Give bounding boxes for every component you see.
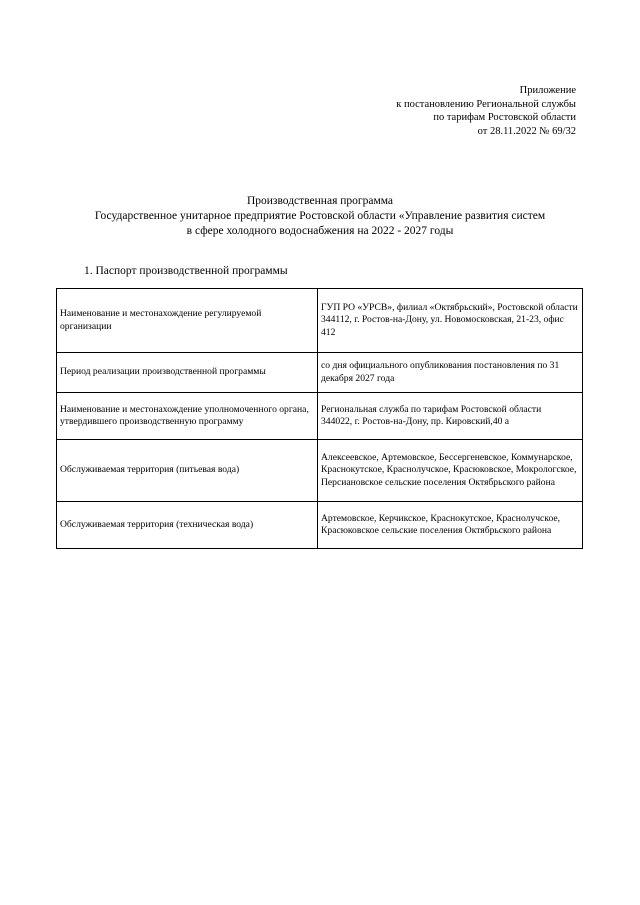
value-line: 344112, г. Ростов-на-Дону, ул. Новомосковская, 21-23, офис 412 [321,314,564,338]
row-value [318,289,583,353]
appendix-line: по тарифам Ростовской области [433,112,576,123]
title-line: в сфере холодного водоснабжения на 2022 - 2027 годы [186,225,454,237]
table-row [57,440,583,502]
title-line: Государственное унитарное предприятие Ростовской области «Управление развития систем [94,210,546,222]
passport-table [56,288,583,549]
row-label: Наименование и местонахождение регулируемой организации [57,289,318,353]
table-row [57,393,583,440]
document-title [0,194,640,239]
row-label: Обслуживаемая территория (питьевая вода) [57,440,318,502]
title-line: Производственная программа [246,195,394,207]
table-row [57,502,583,549]
row-label: Наименование и местонахождение уполномоченного органа, утвердившего производственную программу [57,393,318,440]
value-line: 344022, г. Ростов-на-Дону, пр. Кировский,40 а [321,416,510,427]
row-label: Обслуживаемая территория (техническая вода) [57,502,318,549]
appendix-line: к постановлению Региональной службы [396,98,576,110]
row-value [318,502,583,549]
appendix-line: Приложение [519,85,576,96]
value-line: Алексеевское, Артемовское, Бессергеневское, Коммунарское, Краснокутское, Краснолучское, Красюковское, Мокрологское, Персиановское сельские поселения Октябрьского района [321,451,577,488]
row-value [318,393,583,440]
value-line: ГУП РО «УРСВ», филиал «Октябрьский», Ростовской области [321,301,578,313]
value-line: Артемовское, Керчикское, Краснокутское, Краснолучское, Красюковское сельские поселения Октябрьского района [321,512,561,536]
appendix-header [396,84,576,138]
section-heading: 1. Паспорт производственной программы [84,265,288,277]
table-row [57,289,583,353]
value-line: со дня официального опубликования постановления по 31 декабря 2027 года [321,360,560,384]
appendix-line: от 28.11.2022 № 69/32 [477,125,576,137]
row-label: Период реализации производственной программы [57,353,318,393]
row-value [318,353,583,393]
table-row [57,353,583,393]
row-value [318,440,583,502]
value-line: Региональная служба по тарифам Ростовской области [321,403,542,415]
